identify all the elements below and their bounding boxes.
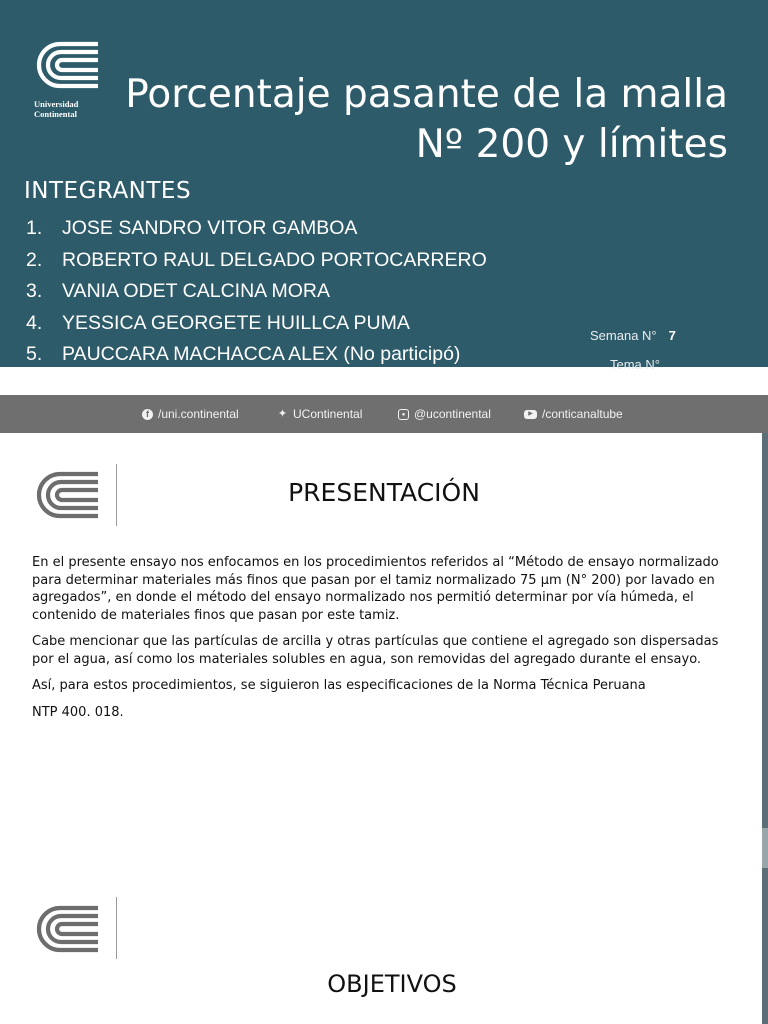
university-logo [34,40,102,119]
twitter-icon: ✦ [277,407,288,420]
logo-divider [116,897,117,959]
integrantes-heading: INTEGRANTES [24,178,192,204]
paragraph-1: En el presente ensayo nos enfocamos en los procedimientos referidos al “Método de ensayo normalizado para determinar materiales más finos que pasan por el tamiz normalizado 75 µm (N° 200) por lavado en agregados”, en donde el método del ensayo normalizado nos permitió determinar por vía húmeda, el contenido de materiales finos que pasan por este tamiz. [32,555,719,623]
member-item: 1. JOSE SANDRO VITOR GAMBOA [26,217,358,239]
objetivos-heading: OBJETIVOS [327,970,457,998]
member-item: 5. PAUCCARA MACHACCA ALEX (No participó) [26,343,461,365]
paragraph-2: Cabe mencionar que las partículas de arcilla y otras partículas que contiene el agregado son dispersadas por el agua, así como los materiales solubles en agua, son removidas del agregado durante el ensayo. [32,634,719,667]
semana-value: 7 [668,328,676,343]
paragraph-4: NTP 400. 018. [32,705,124,720]
semana-label: Semana N° 7 [590,328,676,343]
members-list [26,213,487,371]
title-line-2: Nº 200 y límites [415,122,728,167]
slide-logo [34,904,100,959]
member-item: 4. YESSICA GEORGETE HUILLCA PUMA [26,311,410,334]
tema-label: Tema N° [610,357,660,372]
instagram-link[interactable]: ● @ucontinental [398,407,491,421]
member-item: 2. ROBERTO RAUL DELGADO PORTOCARRERO [26,248,487,271]
twitter-link[interactable]: ✦ UContinental [277,407,363,421]
facebook-icon: f [142,409,153,420]
logo-wordmark: Universidad Continental [34,99,79,119]
social-bar [0,395,768,433]
slide-title [108,70,728,170]
scrollbar[interactable] [762,433,768,1024]
title-slide [0,0,768,372]
continental-logo-icon [34,40,100,90]
paragraph-3: Así, para estos procedimientos, se siguieron las especificaciones de la Norma Técnica Peruana [32,678,646,693]
instagram-icon: ● [398,409,409,420]
member-item: 3. VANIA ODET CALCINA MORA [26,280,331,302]
youtube-icon: ▶ [524,410,537,419]
scrollbar-thumb[interactable] [762,828,768,868]
title-line-1: Porcentaje pasante de la malla [125,72,728,117]
presentacion-heading: PRESENTACIÓN [288,478,480,507]
facebook-link[interactable]: f /uni.continental [142,407,239,421]
youtube-link[interactable]: ▶ /conticanaltube [524,407,623,421]
continental-logo-icon [34,904,100,954]
presentation-slide [0,433,762,1024]
